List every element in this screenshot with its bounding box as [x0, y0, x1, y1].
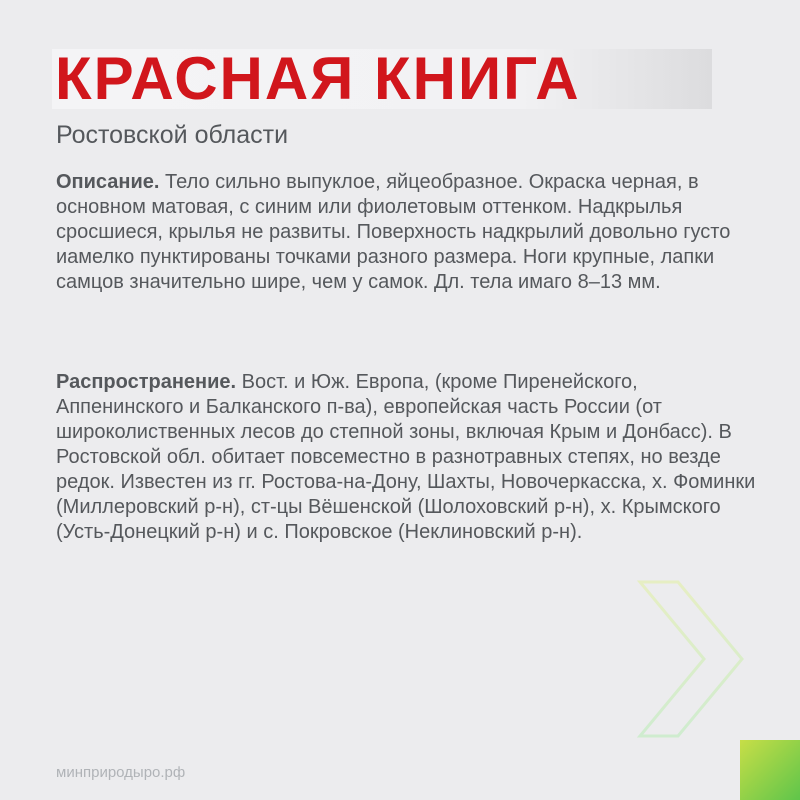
green-corner-square	[740, 740, 800, 800]
page-title: КРАСНАЯ КНИГА	[55, 45, 581, 112]
page-subtitle: Ростовской области	[56, 121, 289, 149]
chevron-right-icon	[636, 578, 746, 740]
distribution-paragraph	[56, 370, 756, 545]
distribution-label: Распространение.	[56, 371, 237, 393]
footer-site: минприродыро.рф	[56, 764, 186, 781]
description-paragraph	[56, 170, 756, 295]
description-text: Тело сильно выпуклое, яйцеобразное. Окраска черная, в основном матовая, с синим или фиолетовым оттенком. Надкрылья сросшиеся, крылья не развиты. Поверхность надкрылий довольно густо иамелко пунктированы точками разного размера. Ноги крупные, лапки самцов значительно шире, чем у самок. Дл. тела имаго 8–13 мм.	[56, 171, 731, 293]
distribution-text: Вост. и Юж. Европа, (кроме Пиренейского, Аппенинского и Балканского п-ва), европейская часть России (от широколиственных лесов до степной зоны, включая Крым и Донбасс). В Ростовской обл. обитает повсеместно в разнотравных степях, но везде редок. Известен из гг. Ростова-на-Дону, Шахты, Новочеркасска, х. Фоминки (Миллеровский р-н), ст-цы Вёшенской (Шолоховский р-н), х. Крымского (Усть-Донецкий р-н) и с. Покровское (Неклиновский р-н).	[56, 371, 756, 543]
description-label: Описание.	[56, 171, 160, 193]
